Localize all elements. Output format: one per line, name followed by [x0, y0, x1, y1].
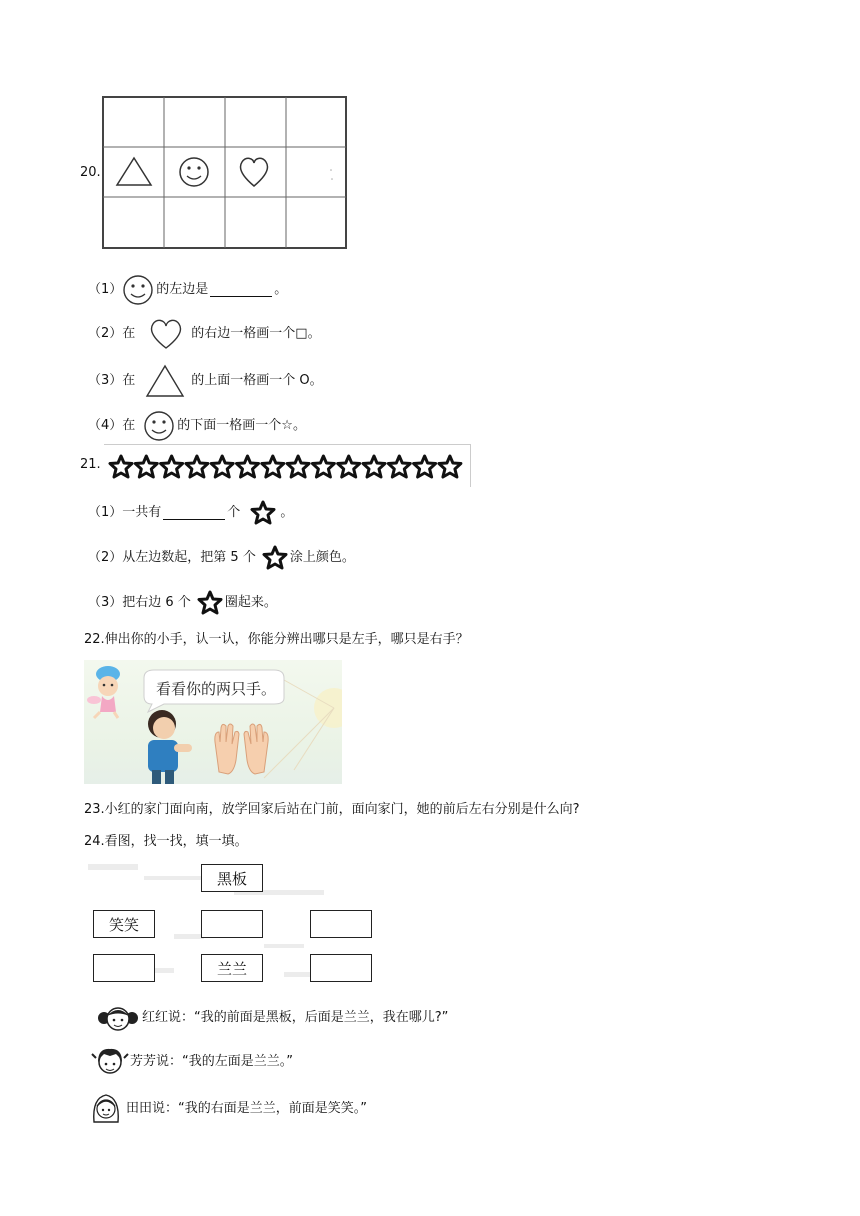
- q22-prompt: 22.伸出你的小手，认一认，你能分辨出哪只是左手，哪只是右手？: [84, 632, 469, 647]
- answer-blank[interactable]: [163, 507, 225, 520]
- heart-icon: [147, 318, 185, 350]
- q21-number: 21.: [80, 457, 101, 472]
- q22-illustration: [84, 660, 342, 784]
- part-index: （1）: [88, 505, 123, 520]
- star-icon: [161, 456, 183, 477]
- smiley-icon: [122, 274, 156, 306]
- answer-blank[interactable]: [210, 284, 272, 297]
- q24-prompt: 24.看图，找一找，填一填。: [84, 834, 248, 849]
- heart-icon: [241, 158, 268, 186]
- q20-part-4: [88, 410, 306, 442]
- star-icon: [197, 590, 223, 616]
- q21-part-2: [88, 545, 355, 571]
- smiley-icon: [143, 410, 175, 442]
- seat-blank-middle-top[interactable]: [201, 910, 263, 938]
- bubble-text: 看看你的两只手。: [156, 680, 277, 698]
- speech-honghong: [96, 1002, 448, 1034]
- speech-text: 田田说：“我的右面是兰兰，前面是笑笑。”: [126, 1101, 367, 1116]
- star-icon: [110, 456, 132, 477]
- part-index: （3）: [88, 595, 123, 610]
- star-icon: [414, 456, 436, 477]
- part-text: 的左边是: [156, 282, 209, 297]
- q24-seating-figure: [84, 856, 384, 986]
- part-index: （1）: [88, 282, 123, 297]
- star-icon: [363, 456, 385, 477]
- speech-tiantian: [90, 1092, 367, 1126]
- star-icon: [186, 456, 208, 477]
- q21-star-row: [104, 444, 471, 487]
- part-index: （3）: [88, 373, 123, 388]
- fairy-girl-icon: [87, 666, 120, 718]
- q20-part-1: [88, 274, 287, 306]
- part-end: 。: [280, 505, 294, 520]
- q23-prompt: 23.小红的家门面向南，放学回家后站在门前，面向家门，她的前后左右分别是什么向?: [84, 802, 580, 817]
- triangle-icon: [145, 364, 185, 398]
- part-text: 的右边一格画一个□。: [191, 326, 321, 341]
- star-icon: [262, 545, 288, 571]
- part-pre: 从左边数起，把第 5 个: [122, 550, 256, 565]
- q21-part-3: [88, 590, 277, 616]
- speech-text: 红红说：“我的前面是黑板，后面是兰兰，我在哪儿?”: [142, 1010, 449, 1025]
- part-index: （2）: [88, 550, 123, 565]
- star-icon: [338, 456, 360, 477]
- part-text: 圈起来。: [224, 595, 277, 610]
- triangle-icon: [117, 158, 151, 185]
- boy-icon: [148, 710, 192, 784]
- box-blackboard: 黑板: [201, 864, 263, 892]
- part-text: 涂上颜色。: [289, 550, 355, 565]
- speech-fangfang: [90, 1046, 293, 1078]
- girl-short-hair-icon: [90, 1046, 130, 1078]
- part-pre: 一共有: [122, 505, 162, 520]
- part-text: 的上面一格画一个 O。: [191, 373, 323, 388]
- q20-part-2: [88, 318, 321, 350]
- right-hand-icon: [244, 724, 268, 774]
- smiley-icon: [180, 158, 208, 186]
- star-icon: [287, 456, 309, 477]
- girl-long-hair-icon: [90, 1092, 122, 1126]
- girl-pigtails-icon: [96, 1002, 140, 1034]
- part-pre: 在: [122, 373, 136, 388]
- q21-part-1: [88, 500, 293, 526]
- star-row: [104, 445, 470, 487]
- star-icon: [237, 456, 259, 477]
- part-index: （4）: [88, 418, 123, 433]
- seat-blank-right-top[interactable]: [310, 910, 372, 938]
- seat-blank-left-bottom[interactable]: [93, 954, 155, 982]
- q20-part-3: [88, 364, 323, 398]
- star-icon: [135, 456, 157, 477]
- star-icon: [262, 456, 284, 477]
- box-xiaoxiao: 笑笑: [93, 910, 155, 938]
- star-icon: [250, 500, 276, 526]
- star-icon: [388, 456, 410, 477]
- part-mid: 个: [227, 505, 241, 520]
- box-lanlan: 兰兰: [201, 954, 263, 982]
- q20-grid: [102, 96, 348, 250]
- part-end: 。: [274, 282, 288, 297]
- q20-number: 20.: [80, 165, 101, 180]
- speech-text: 芳芳说：“我的左面是兰兰。”: [130, 1054, 293, 1069]
- star-icon: [439, 456, 461, 477]
- part-index: （2）: [88, 326, 123, 341]
- part-text: 的下面一格画一个☆。: [177, 418, 306, 433]
- part-pre: 在: [122, 326, 136, 341]
- star-icon: [312, 456, 334, 477]
- left-hand-icon: [215, 724, 239, 774]
- star-icon: [211, 456, 233, 477]
- seat-blank-right-bottom[interactable]: [310, 954, 372, 982]
- part-pre: 把右边 6 个: [122, 595, 191, 610]
- part-pre: 在: [122, 418, 136, 433]
